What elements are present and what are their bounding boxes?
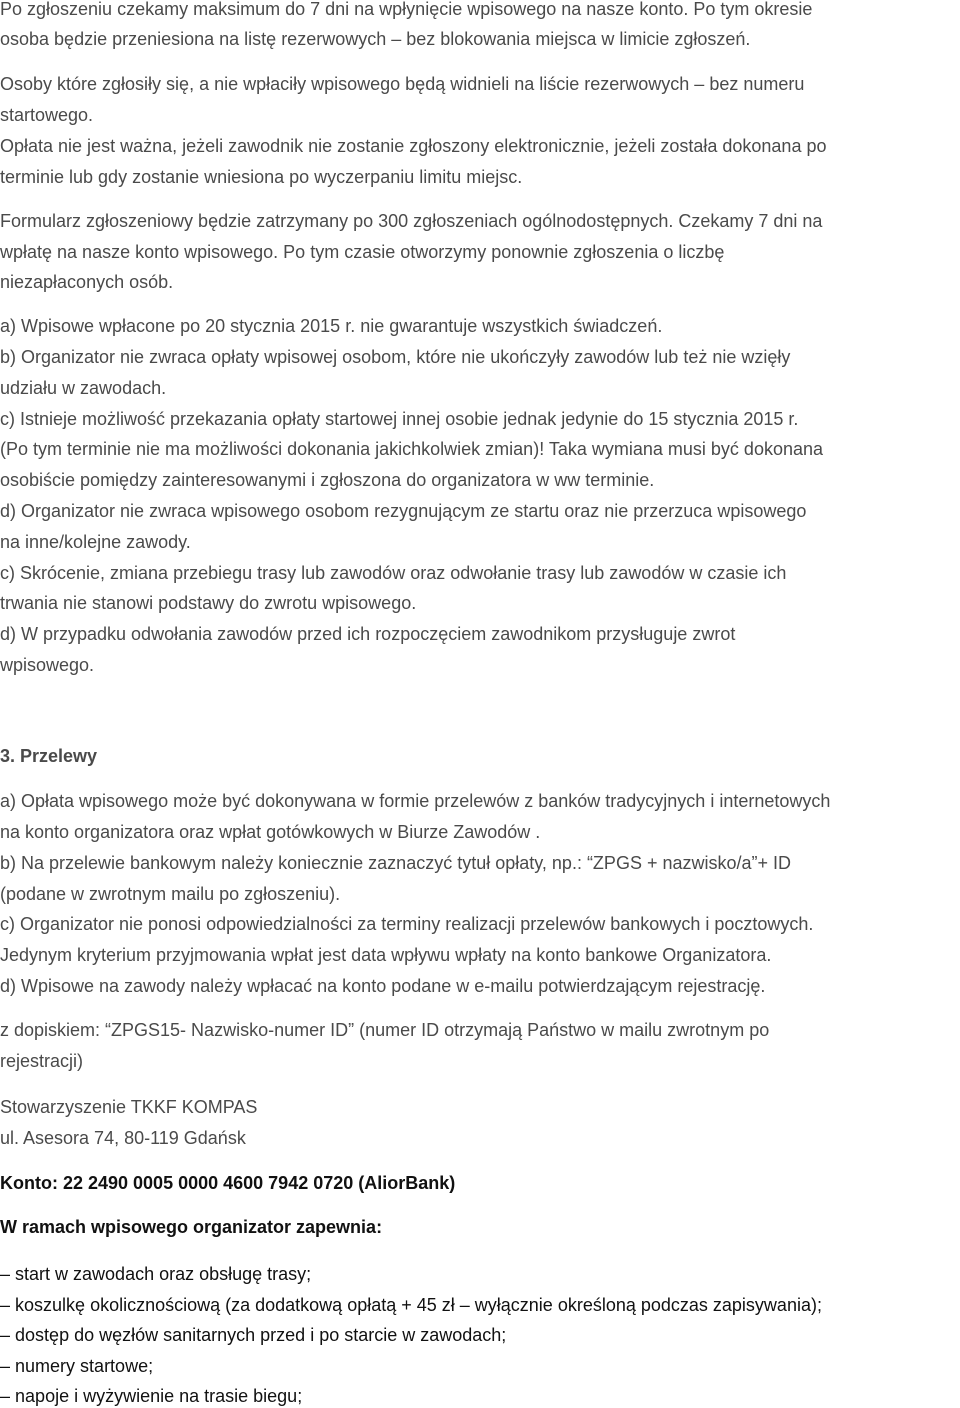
text-line: wpisowego. bbox=[0, 655, 95, 675]
list-item bbox=[0, 1294, 822, 1316]
text-line: b) Organizator nie zwraca opłaty wpisowej osobom, które nie ukończyły zawodów lub też nie wzięły bbox=[0, 347, 791, 367]
text-line: udziału w zawodach. bbox=[0, 378, 167, 398]
text-line: Jedynym kryterium przyjmowania wpłat jest data wpływu wpłaty na konto bankowe Organizatora. bbox=[0, 945, 772, 965]
text-line: c) Organizator nie ponosi odpowiedzialności za terminy realizacji przelewów bankowych i pocztowych. bbox=[0, 914, 814, 934]
text-line: (podane w zwrotnym mailu po zgłoszeniu). bbox=[0, 884, 341, 904]
text-line: rejestracji) bbox=[0, 1051, 84, 1071]
dash-bullet: – bbox=[0, 1295, 11, 1315]
dash-bullet: – bbox=[0, 1325, 11, 1345]
text-line: osoba będzie przeniesiona na listę rezerwowych – bez blokowania miejsca w limicie zgłoszeń. bbox=[0, 29, 751, 49]
text-line: osobiście pomiędzy zainteresowanymi i zgłoszona do organizatora w ww terminie. bbox=[0, 470, 655, 490]
text-line: Formularz zgłoszeniowy będzie zatrzymany po 300 zgłoszeniach ogólnodostępnych. Czekamy 7 dni na bbox=[0, 211, 823, 231]
text-line: terminie lub gdy zostanie wniesiona po wyczerpaniu limitu miejsc. bbox=[0, 167, 523, 187]
dash-bullet: – bbox=[0, 1386, 11, 1406]
list-item bbox=[0, 1324, 506, 1346]
text-line: na inne/kolejne zawody. bbox=[0, 532, 191, 552]
text-line: wpłatę na nasze konto wpisowego. Po tym czasie otworzymy ponownie zgłoszenia o liczbę bbox=[0, 242, 725, 262]
text-line: d) W przypadku odwołania zawodów przed ich rozpoczęciem zawodnikom przysługuje zwrot bbox=[0, 624, 736, 644]
list-item bbox=[0, 1385, 302, 1407]
list-item bbox=[0, 1263, 311, 1285]
text-line: d) Wpisowe na zawody należy wpłacać na konto podane w e-mailu potwierdzającym rejestrację. bbox=[0, 976, 766, 996]
bank-account: Konto: 22 2490 0005 0000 4600 7942 0720 (AliorBank) bbox=[0, 1173, 456, 1193]
text-line: Opłata nie jest ważna, jeżeli zawodnik nie zostanie zgłoszony elektronicznie, jeżeli została dokonana po bbox=[0, 136, 827, 156]
includes-heading: W ramach wpisowego organizator zapewnia: bbox=[0, 1217, 383, 1237]
text-line: Po zgłoszeniu czekamy maksimum do 7 dni na wpłynięcie wpisowego na nasze konto. Po tym okresie bbox=[0, 0, 813, 19]
list-item-text: dostęp do węzłów sanitarnych przed i po starcie w zawodach; bbox=[15, 1325, 507, 1345]
address-line: Stowarzyszenie TKKF KOMPAS bbox=[0, 1097, 258, 1117]
address-line: ul. Asesora 74, 80-119 Gdańsk bbox=[0, 1128, 246, 1148]
text-line: c) Skrócenie, zmiana przebiegu trasy lub zawodów oraz odwołanie trasy lub zawodów w czasie ich bbox=[0, 563, 787, 583]
text-line: Osoby które zgłosiły się, a nie wpłaciły wpisowego będą widnieli na liście rezerwowych – bez numeru bbox=[0, 74, 805, 94]
text-line: d) Organizator nie zwraca wpisowego osobom rezygnującym ze startu oraz nie przerzuca wpisowego bbox=[0, 501, 807, 521]
dash-bullet: – bbox=[0, 1356, 11, 1376]
list-item-text: start w zawodach oraz obsługę trasy; bbox=[15, 1264, 312, 1284]
text-line: z dopiskiem: “ZPGS15- Nazwisko-numer ID” (numer ID otrzymają Państwo w mailu zwrotnym po bbox=[0, 1020, 770, 1040]
list-item bbox=[0, 1355, 153, 1377]
list-item-text: koszulkę okolicznościową (za dodatkową opłatą + 45 zł – wyłącznie określoną podczas zapisywania); bbox=[15, 1295, 822, 1315]
text-line: na konto organizatora oraz wpłat gotówkowych w Biurze Zawodów . bbox=[0, 822, 541, 842]
section-heading: 3. Przelewy bbox=[0, 746, 98, 766]
text-line: startowego. bbox=[0, 105, 94, 125]
text-line: trwania nie stanowi podstawy do zwrotu wpisowego. bbox=[0, 593, 417, 613]
text-line: c) Istnieje możliwość przekazania opłaty startowej innej osobie jednak jedynie do 15 stycznia 2015 r. bbox=[0, 409, 799, 429]
list-item-text: napoje i wyżywienie na trasie biegu; bbox=[15, 1386, 303, 1406]
text-line: b) Na przelewie bankowym należy koniecznie zaznaczyć tytuł opłaty, np.: “ZPGS + nazwisko/a”+ ID bbox=[0, 853, 792, 873]
text-line: a) Opłata wpisowego może być dokonywana w formie przelewów z banków tradycyjnych i internetowych bbox=[0, 791, 831, 811]
text-line: a) Wpisowe wpłacone po 20 stycznia 2015 r. nie gwarantuje wszystkich świadczeń. bbox=[0, 316, 663, 336]
text-line: niezapłaconych osób. bbox=[0, 272, 174, 292]
text-line: (Po tym terminie nie ma możliwości dokonania jakichkolwiek zmian)! Taka wymiana musi być dokonana bbox=[0, 439, 824, 459]
list-item-text: numery startowe; bbox=[15, 1356, 154, 1376]
dash-bullet: – bbox=[0, 1264, 11, 1284]
